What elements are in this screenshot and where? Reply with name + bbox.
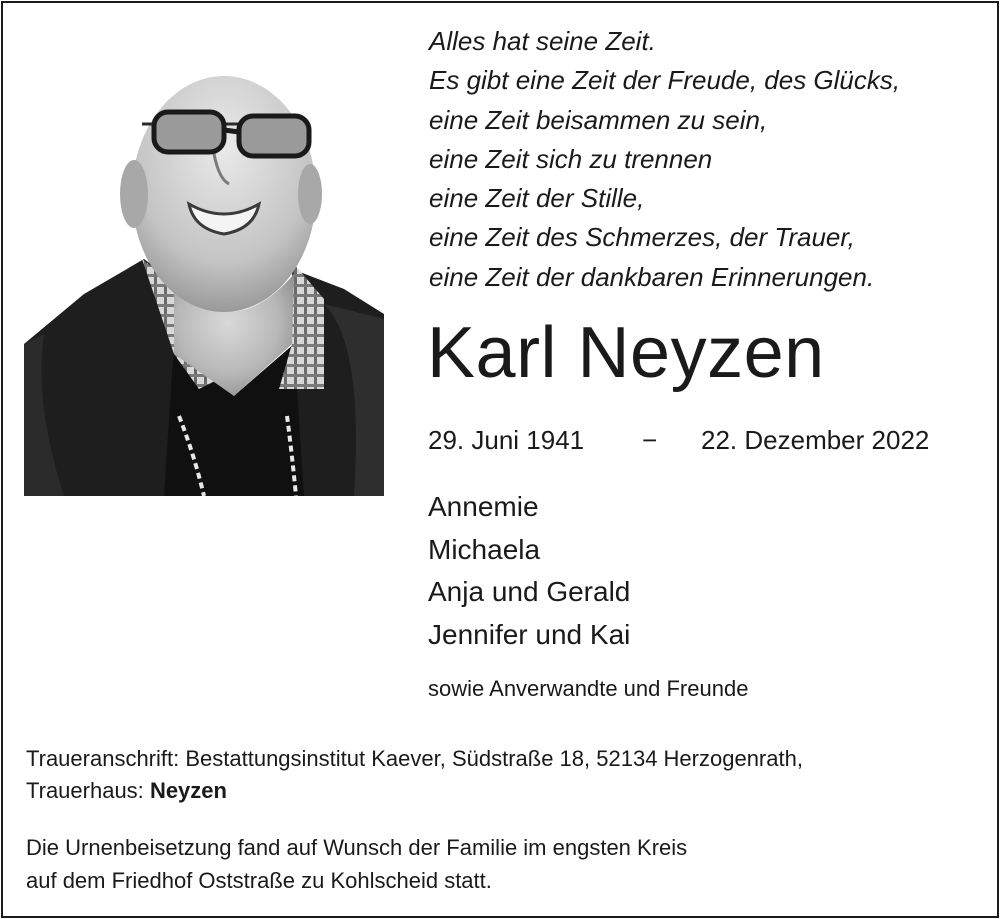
mourning-house-name: Neyzen [149,778,227,803]
relatives-line: sowie Anverwandte und Freunde [428,676,749,701]
mourner-name: Annemie [428,491,539,522]
mourning-house-line [26,775,803,807]
burial-notice [26,831,687,897]
poem-line: eine Zeit der dankbaren Erinnerungen. [429,261,875,292]
mourning-house-label: Trauerhaus: [26,778,144,803]
burial-line: Die Urnenbeisetzung fand auf Wunsch der Familie im engsten Kreis [26,835,688,860]
poem-line: Es gibt eine Zeit der Freude, des Glücks, [429,65,901,96]
mourner-name: Jennifer und Kai [428,618,631,650]
portrait-photo [24,44,384,496]
birth-date: 29. Juni 1941 [428,425,585,455]
address-line: Traueranschrift: Bestattungsinstitut Kaever, Südstraße 18, 52134 Herzogenrath, [26,746,803,771]
date-separator: − [642,425,658,455]
mourners-list [428,486,630,656]
deceased-name: Karl Neyzen [427,313,825,393]
poem-line: Alles hat seine Zeit. [429,26,656,56]
death-date: 22. Dezember 2022 [701,425,930,455]
mourner-name: Anja und Gerald [428,576,631,607]
mourner-name: Michaela [428,533,541,565]
poem-line: eine Zeit des Schmerzes, der Trauer, [429,222,855,253]
poem-line: eine Zeit der Stille, [429,183,645,214]
poem [429,22,900,297]
poem-line: eine Zeit sich zu trennen [429,143,713,174]
poem-line: eine Zeit beisammen zu sein, [429,104,768,135]
burial-line: auf dem Friedhof Oststraße zu Kohlscheid statt. [26,868,492,893]
mourning-address [26,743,803,807]
